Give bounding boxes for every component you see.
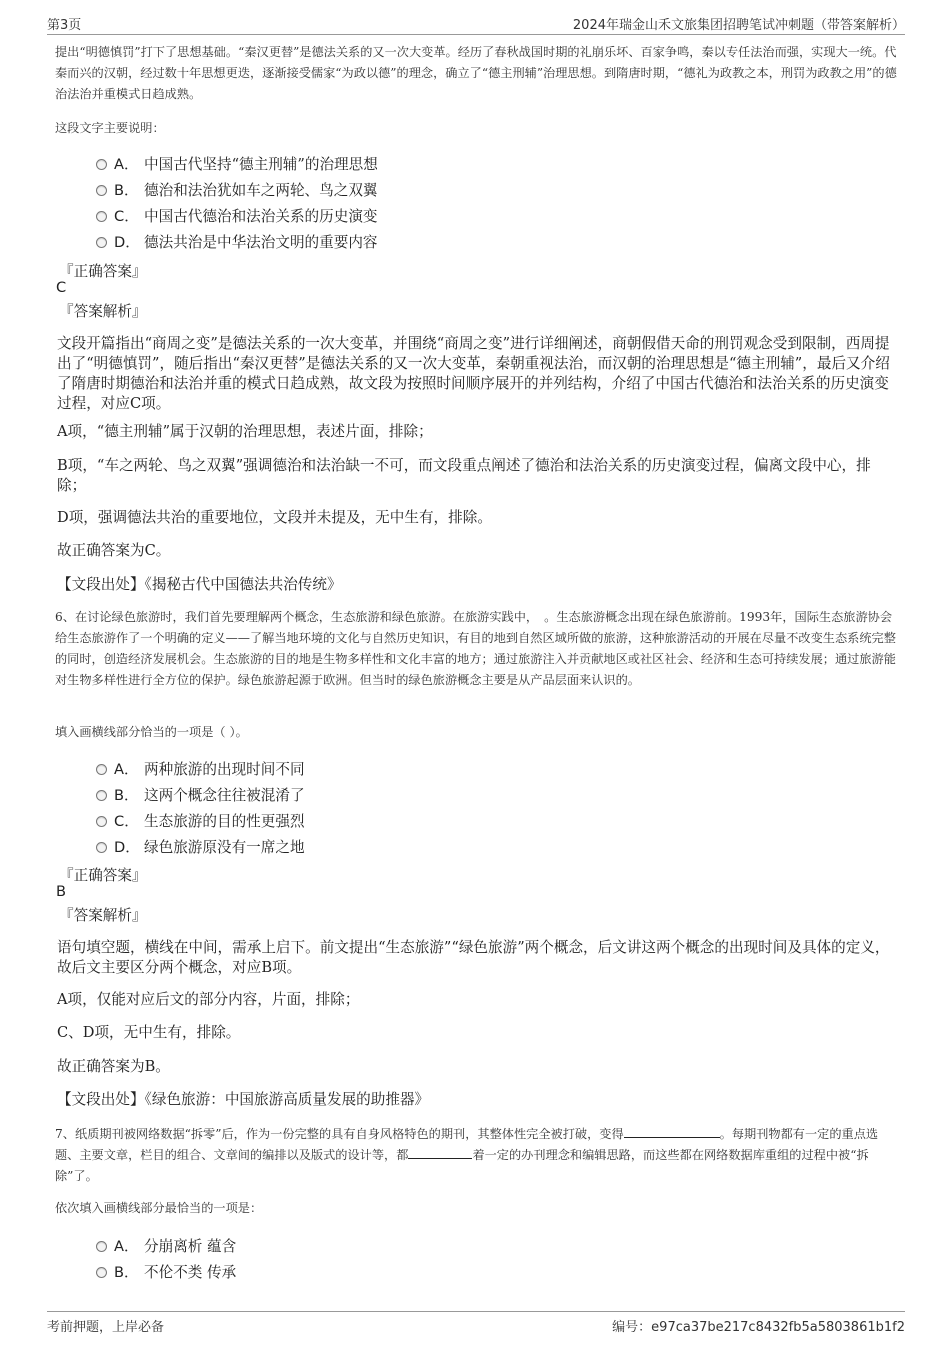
q6-option-a[interactable]: A． 两种旅游的出现时间不同 [96,757,305,779]
q5-source: 【文段出处】《揭秘古代中国德法共治传统》 [57,576,342,593]
q6-analysis-a: A项，仅能对应后文的部分内容，片面，排除； [57,991,360,1008]
radio-icon[interactable] [96,1267,107,1278]
q6-conclusion: 故正确答案为B。 [57,1058,170,1075]
radio-icon[interactable] [96,211,107,222]
radio-icon[interactable] [96,764,107,775]
radio-icon[interactable] [96,159,107,170]
q6-answer-label: 『正确答案』 [59,867,147,884]
q6-answer: B [56,883,67,900]
q7-prompt: 依次填入画横线部分最恰当的一项是： [55,1201,263,1215]
q7-passage: 7、纸质期刊被网络数据“拆零”后，作为一份完整的具有自身风格特色的期刊，其整体性完全被打破，变得 。每期刊物都有一定的重点选题、主要文章，栏目的组合、文章间的编排以及版式的设计等，都 着一定的办刊理念和编辑思路，而这些都在网络数据库重组的过程中被“拆除”了。 [55,1127,879,1183]
q6-source: 【文段出处】《绿色旅游：中国旅游高质量发展的助推器》 [57,1091,430,1108]
q5-analysis-label: 『答案解析』 [59,303,147,320]
document-code: 编号：e97ca37be217c8432fb5a5803861b1f2 [612,1320,905,1335]
radio-icon[interactable] [96,185,107,196]
q5-option-a[interactable]: A． 中国古代坚持“德主刑辅”的治理思想 [96,152,378,174]
q5-option-d[interactable]: D． 德法共治是中华法治文明的重要内容 [96,230,378,252]
q5-option-c[interactable]: C． 中国古代德治和法治关系的历史演变 [96,204,378,226]
q7-option-b[interactable]: B． 不伦不类 传承 [96,1260,236,1282]
q6-analysis-label: 『答案解析』 [59,907,147,924]
q7-option-a[interactable]: A． 分崩离析 蕴含 [96,1234,236,1256]
q7-blank-2 [408,1146,472,1159]
radio-icon[interactable] [96,1241,107,1252]
page-footer [47,1311,905,1334]
q5-answer-label: 『正确答案』 [59,263,147,280]
radio-icon[interactable] [96,842,107,853]
q7-blank-1 [624,1125,720,1138]
q6-analysis-cd: C、D项，无中生有，排除。 [57,1024,241,1041]
page-number: 第3页 [47,18,82,33]
q5-option-b[interactable]: B． 德治和法治犹如车之两轮、鸟之双翼 [96,178,378,200]
q6-analysis-main: 语句填空题，横线在中间，需承上启下。前文提出“生态旅游”“绿色旅游”两个概念，后文讲这两个概念的出现时间及具体的定义，故后文主要区分两个概念，对应B项。 [57,939,890,976]
radio-icon[interactable] [96,790,107,801]
q5-passage: 提出“明德慎罚”打下了思想基础。“秦汉更替”是德法关系的又一次大变革。经历了春秋战国时期的礼崩乐坏、百家争鸣，秦以专任法治而强，实现大一统。代秦而兴的汉朝，经过数十年思想更迭，逐渐接受儒家“为政以德”的理念，确立了“德主刑辅”治理思想。到隋唐时期，“德礼为政教之本，刑罚为政教之用”的德治法治并重模式日趋成熟。 [55,45,897,101]
q6-option-b[interactable]: B． 这两个概念往往被混淆了 [96,783,305,805]
q6-option-c[interactable]: C． 生态旅游的目的性更强烈 [96,809,305,831]
page-header [47,14,905,35]
q5-prompt: 这段文字主要说明： [55,121,165,135]
radio-icon[interactable] [96,237,107,248]
q6-option-d[interactable]: D． 绿色旅游原没有一席之地 [96,835,305,857]
q5-analysis-b: B项，“车之两轮、鸟之双翼”强调德治和法治缺一不可，而文段重点阐述了德治和法治关系的历史演变过程，偏离文段中心，排除； [57,457,871,494]
document-title: 2024年瑞金山禾文旅集团招聘笔试冲刺题（带答案解析） [572,18,905,33]
q5-conclusion: 故正确答案为C。 [57,542,171,559]
q6-passage: 6、在讨论绿色旅游时，我们首先要理解两个概念，生态旅游和绿色旅游。在旅游实践中， 。生态旅游概念出现在绿色旅游前。1993年，国际生态旅游协会给生态旅游作了一个明确的定义——了解当地环境的文化与自然历史知识，有目的地到自然区域所做的旅游，这种旅游活动的开展在尽量不改变生态系统完整的同时，创造经济发展机会。生态旅游的目的地是生物多样性和文化丰富的地方；通过旅游注入并贡献地区或社区社会、经济和生态可持续发展；通过旅游能对生物多样性进行全方位的保护。绿色旅游起源于欧洲。但当时的绿色旅游概念主要是从产品层面来认识的。 [55,610,896,687]
radio-icon[interactable] [96,816,107,827]
q6-prompt: 填入画横线部分恰当的一项是（ ）。 [55,725,248,739]
q5-analysis-d: D项，强调德法共治的重要地位，文段并未提及，无中生有，排除。 [57,509,492,526]
q5-answer: C [56,279,67,296]
footer-slogan: 考前押题，上岸必备 [47,1320,165,1335]
q5-analysis-a: A项，“德主刑辅”属于汉朝的治理思想，表述片面，排除； [57,423,433,440]
q5-analysis-main: 文段开篇指出“商周之变”是德法关系的一次大变革，并围绕“商周之变”进行详细阐述，商朝假借天命的刑罚观念受到限制，西周提出了“明德慎罚”，随后指出“秦汉更替”是德法关系的又一次大变革，秦朝重视法治，而汉朝的治理思想是“德主刑辅”，最后又介绍了隋唐时期德治和法治并重的模式日趋成熟，故文段为按照时间顺序展开的并列结构，介绍了中国古代德治和法治关系的历史演变过程，对应C项。 [57,335,890,412]
